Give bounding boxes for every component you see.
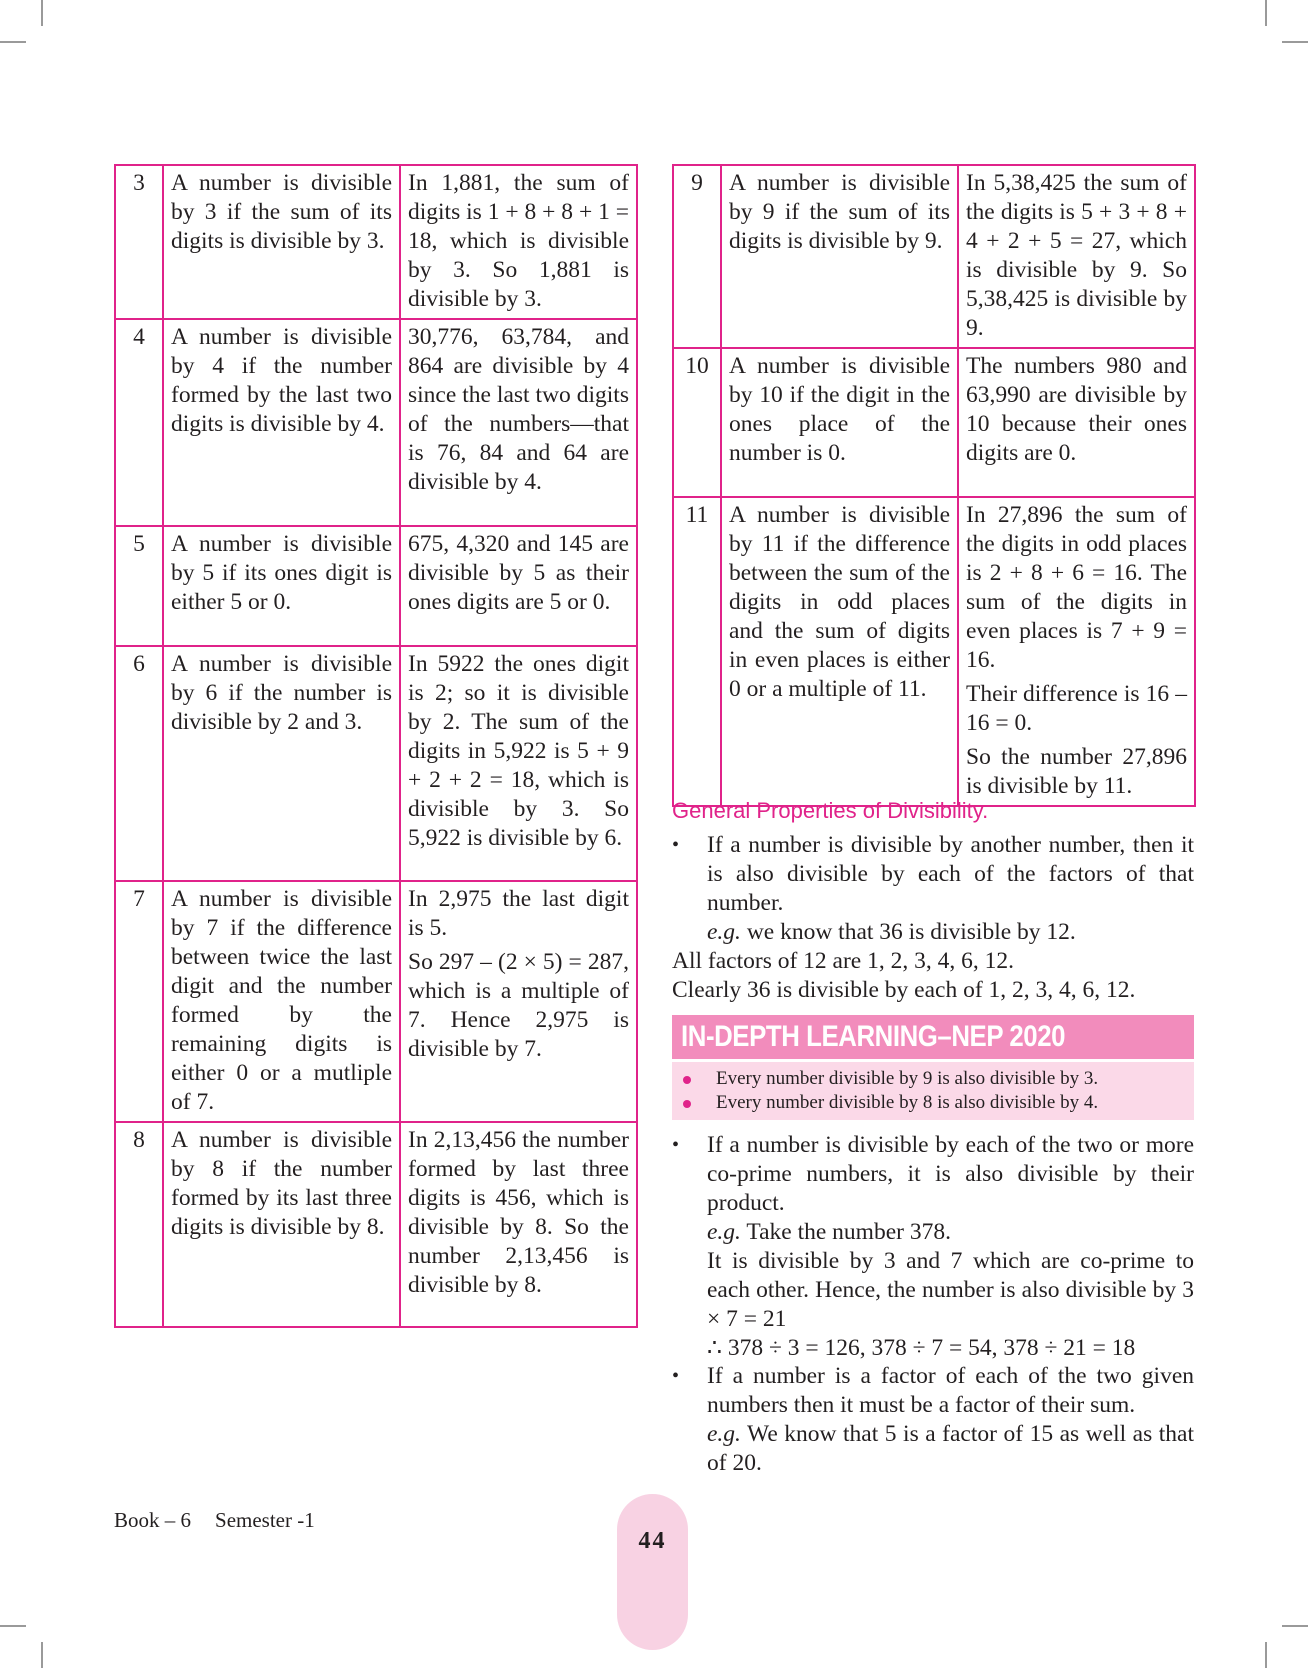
- page-number: 44: [638, 1528, 667, 1554]
- footer-semester: Semester -1: [215, 1508, 315, 1532]
- example-line: [707, 1420, 1194, 1478]
- bullet-dot-icon: [683, 1076, 691, 1084]
- footer-book-info: [114, 1508, 315, 1533]
- page-number-tab: [617, 1494, 688, 1650]
- property-point: If a number is divisible by each of the two or more co-prime numbers, it is also divisible by their product.: [707, 1132, 1194, 1216]
- rule-text: A number is divisible by 3 if the sum of its digits is divisible by 3.: [163, 165, 400, 319]
- property-point: If a number is a factor of each of the two given numbers then it must be a factor of their sum.: [707, 1363, 1194, 1418]
- example-text: 675, 4,320 and 145 are divisible by 5 as their ones digits are 5 or 0.: [400, 526, 637, 646]
- rule-text: A number is divisible by 8 if the number formed by its last three digits is divisible by 8.: [163, 1122, 400, 1327]
- section-heading: General Properties of Divisibility.: [672, 798, 989, 823]
- text-line: Clearly 36 is divisible by each of 1, 2, 3, 4, 6, 12.: [672, 977, 1136, 1003]
- table-row: [115, 646, 637, 881]
- rule-text: A number is divisible by 7 if the difference between twice the last digit and the number formed by the remaining digits is either 0 or a mutliple of 7.: [163, 881, 400, 1122]
- rule-number: 6: [115, 646, 163, 881]
- rule-text: A number is divisible by 10 if the digit in the ones place of the number is 0.: [721, 348, 958, 497]
- table-row: [115, 319, 637, 526]
- example-text: The numbers 980 and 63,990 are divisible by 10 because their ones digits are 0.: [958, 348, 1195, 497]
- example-text: ∴ 378 ÷ 3 = 126, 378 ÷ 7 = 54, 378 ÷ 21 = 18: [707, 1335, 1136, 1361]
- example-text: Take the number 378.: [746, 1219, 951, 1245]
- eg-label: e.g.: [707, 1219, 741, 1245]
- table-row: [673, 165, 1195, 348]
- example-text: In 2,975 the last digit is 5. So 297 – (2 × 5) = 287, which is a multiple of 7. Hence 2,975 is divisible by 7.: [400, 881, 637, 1122]
- example-text: In 27,896 the sum of the digits in odd places is 2 + 8 + 6 = 16. The sum of the digits in even places is 7 + 9 = 16. Their difference is 16 – 16 = 0. So the number 27,896 is divisible by 11.: [958, 497, 1195, 806]
- eg-label: e.g.: [707, 1421, 741, 1447]
- rule-number: 10: [673, 348, 721, 497]
- rule-number: 4: [115, 319, 163, 526]
- rule-number: 9: [673, 165, 721, 348]
- bullet: •: [672, 1365, 680, 1387]
- rule-number: 5: [115, 526, 163, 646]
- example-text: It is divisible by 3 and 7 which are co-prime to each other. Hence, the number is also divisible by 3 × 7 = 21: [707, 1248, 1194, 1332]
- crop-mark: [0, 41, 26, 43]
- example-text: 30,776, 63,784, and 864 are divisible by 4 since the last two digits of the numbers—that is 76, 84 and 64 are divisible by 4.: [400, 319, 637, 526]
- nep-box: Every number divisible by 9 is also divisible by 3. Every number divisible by 8 is also divisible by 4.: [672, 1062, 1194, 1120]
- rule-text: A number is divisible by 5 if its ones digit is either 5 or 0.: [163, 526, 400, 646]
- table-row: [673, 348, 1195, 497]
- crop-mark: [1265, 0, 1267, 26]
- crop-mark: [0, 1625, 26, 1627]
- bullet: •: [672, 834, 680, 856]
- crop-mark: [41, 0, 43, 26]
- example-text: We know that 5 is a factor of 15 as well as that of 20.: [707, 1421, 1194, 1476]
- divisibility-table-left: [114, 164, 638, 1328]
- crop-mark: [1282, 1625, 1308, 1627]
- example-text: In 2,13,456 the number formed by last three digits is 456, which is divisible by 8. So the number 2,13,456 is divisible by 8.: [400, 1122, 637, 1327]
- crop-mark: [1265, 1642, 1267, 1668]
- bullet: •: [672, 1134, 680, 1156]
- rule-number: 11: [673, 497, 721, 806]
- example-text: we know that 36 is divisible by 12.: [746, 919, 1076, 945]
- rule-number: 8: [115, 1122, 163, 1327]
- rule-text: A number is divisible by 11 if the difference between the sum of the digits in odd places and the sum of digits in even places is either 0 or a multiple of 11.: [721, 497, 958, 806]
- table-row: [115, 881, 637, 1122]
- table-row: [673, 497, 1195, 806]
- crop-mark: [41, 1642, 43, 1668]
- example-line: [707, 918, 1194, 947]
- rule-number: 7: [115, 881, 163, 1122]
- rule-text: A number is divisible by 9 if the sum of its digits is divisible by 9.: [721, 165, 958, 348]
- text-line: All factors of 12 are 1, 2, 3, 4, 6, 12.: [672, 948, 1014, 974]
- crop-mark: [1282, 41, 1308, 43]
- rule-text: A number is divisible by 4 if the number formed by the last two digits is divisible by 4.: [163, 319, 400, 526]
- table-row: [115, 1122, 637, 1327]
- bullet-dot-icon: [683, 1100, 691, 1108]
- rule-text: A number is divisible by 6 if the number is divisible by 2 and 3.: [163, 646, 400, 881]
- divisibility-table-right: [672, 164, 1196, 807]
- example-text: In 5,38,425 the sum of the digits is 5 + 3 + 8 + 4 + 2 + 5 = 27, which is divisible by 9. So 5,38,425 is divisible by 9.: [958, 165, 1195, 348]
- table-row: [115, 165, 637, 319]
- example-text: In 5922 the ones digit is 2; so it is divisible by 2. The sum of the digits in 5,922 is 5 + 9 + 2 + 2 = 18, which is divisible by 3. So 5,922 is divisible by 6.: [400, 646, 637, 881]
- footer-book: Book – 6: [114, 1508, 192, 1532]
- nep-title: IN-DEPTH LEARNING–NEP 2020: [681, 1020, 1066, 1053]
- eg-label: e.g.: [707, 919, 741, 945]
- table-row: [115, 526, 637, 646]
- property-point: If a number is divisible by another number, then it is also divisible by each of the factors of that number.: [707, 832, 1194, 916]
- nep-banner: [672, 1015, 1194, 1059]
- rule-number: 3: [115, 165, 163, 319]
- example-line: [707, 1218, 1194, 1247]
- example-text: In 1,881, the sum of digits is 1 + 8 + 8 + 1 = 18, which is divisible by 3. So 1,881 is divisible by 3.: [400, 165, 637, 319]
